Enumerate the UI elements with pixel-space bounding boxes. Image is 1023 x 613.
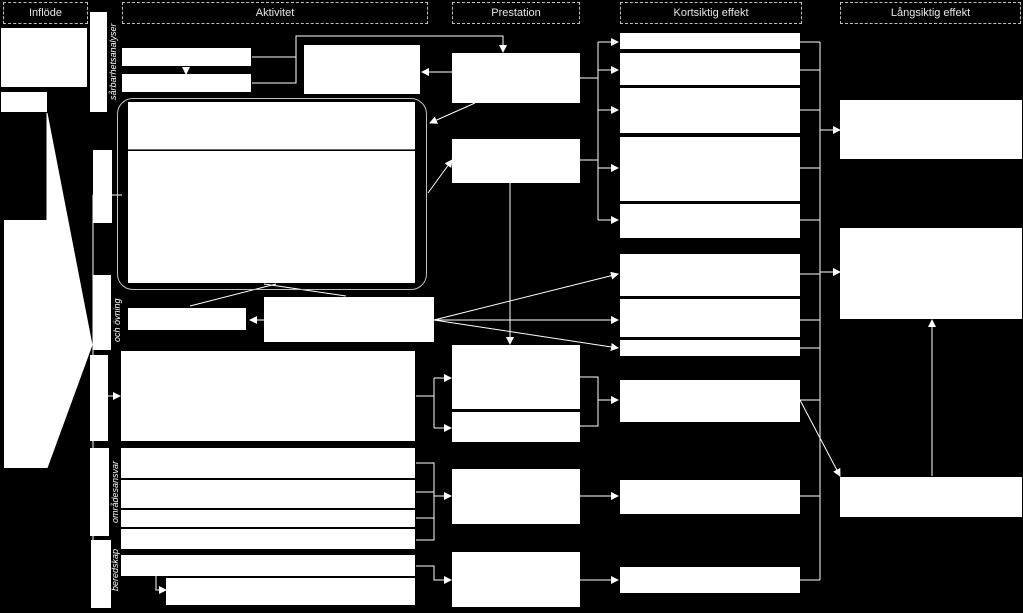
aktivitet-box-middle	[121, 351, 415, 441]
header-langsiktig: Långsiktig effekt	[840, 2, 1021, 24]
kortsiktig-box-3	[620, 88, 800, 133]
langsiktig-box-2	[840, 228, 1022, 319]
kortsiktig-box-7	[620, 299, 800, 337]
aktivitet-box-beredskap-1	[121, 555, 415, 576]
aktivitet-group-divider	[128, 149, 415, 150]
header-inflode: Inflöde	[3, 2, 88, 24]
inflode-box-large	[4, 220, 47, 468]
side-bar-2	[93, 150, 112, 223]
aktivitet-box-3	[304, 45, 420, 94]
kortsiktig-box-9	[620, 380, 800, 422]
header-aktivitet: Aktivitet	[122, 2, 428, 24]
aktivitet-box-ovning-large	[264, 297, 434, 342]
langsiktig-box-3	[840, 477, 1022, 517]
side-bar-beredskap	[91, 540, 111, 608]
side-label-omrade: områdesansvar	[110, 460, 120, 524]
header-kortsiktig: Kortsiktig effekt	[620, 2, 802, 24]
side-bar-ovning	[93, 275, 111, 350]
kortsiktig-box-8	[620, 340, 800, 356]
aktivitet-box-beredskap-2	[166, 578, 415, 605]
prestation-box-4	[452, 412, 580, 442]
kortsiktig-box-1	[620, 33, 800, 49]
side-bar-4	[90, 355, 108, 441]
aktivitet-group-box-bottom	[128, 151, 415, 283]
aktivitet-box-2	[122, 74, 251, 92]
side-bar-omrade	[90, 448, 109, 536]
kortsiktig-box-11	[620, 567, 800, 593]
prestation-box-1	[452, 53, 580, 103]
kortsiktig-box-10	[620, 480, 800, 514]
aktivitet-group-box-top	[128, 102, 415, 150]
prestation-box-6	[452, 552, 580, 607]
aktivitet-box-ovning-small	[128, 308, 246, 330]
kortsiktig-box-4	[620, 137, 800, 201]
header-prestation: Prestation	[452, 2, 580, 24]
aktivitet-box-1	[122, 48, 251, 66]
side-label-sarbarhet: sårbarhetsanalyser	[108, 23, 118, 101]
inflode-box-top	[1, 28, 87, 87]
aktivitet-box-omrade-1	[121, 448, 415, 478]
kortsiktig-box-2	[620, 53, 800, 85]
langsiktig-box-1	[840, 100, 1022, 159]
prestation-box-2	[452, 139, 580, 183]
aktivitet-box-omrade-3	[121, 510, 415, 527]
kortsiktig-box-6	[620, 254, 800, 296]
prestation-box-5	[452, 469, 580, 524]
inflode-box-small	[1, 92, 47, 112]
prestation-box-3	[452, 345, 580, 409]
side-label-beredskap: beredskap	[110, 548, 120, 592]
side-bar-sarbarhet	[90, 12, 107, 112]
side-label-ovning: och övning	[112, 298, 122, 342]
aktivitet-box-omrade-4	[121, 529, 415, 549]
aktivitet-box-omrade-2	[121, 480, 415, 508]
kortsiktig-box-5	[620, 204, 800, 238]
